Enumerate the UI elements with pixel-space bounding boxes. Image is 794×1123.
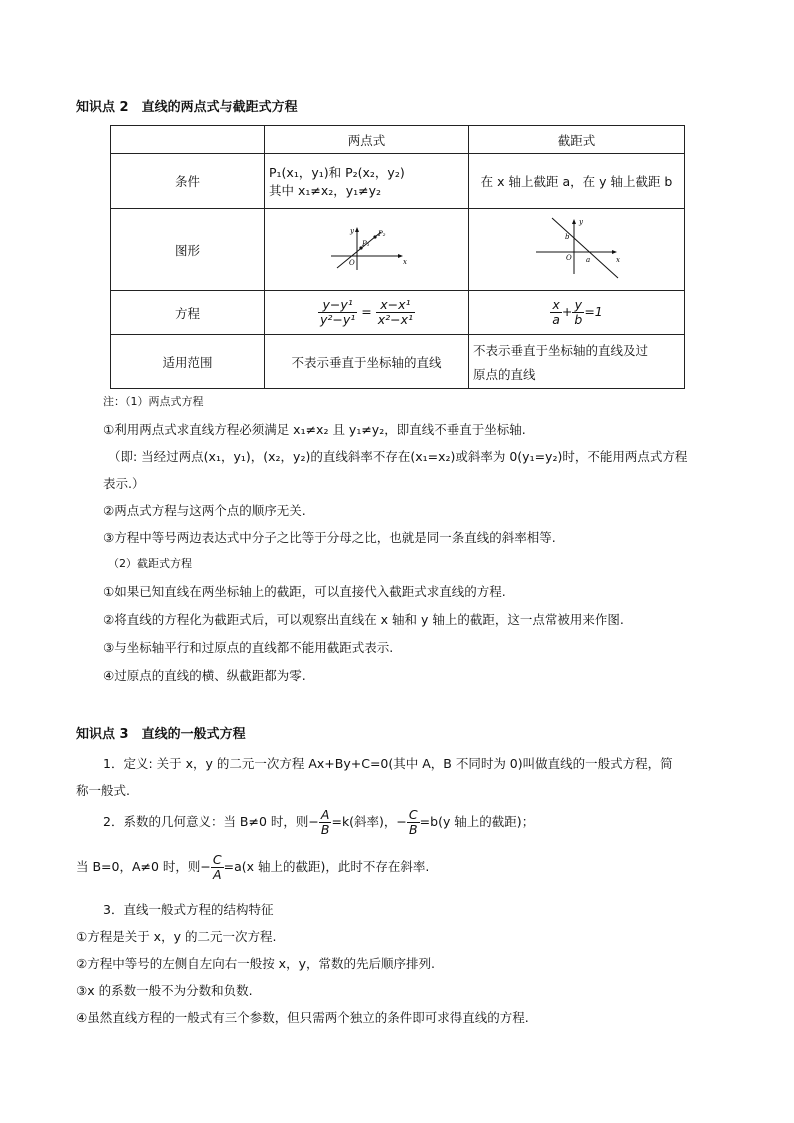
- condition-two-point-line1: P₁(x₁，y₁)和 P₂(x₂，y₂): [269, 165, 405, 180]
- note-1-heading: 注：（1）两点式方程: [103, 395, 204, 408]
- note-line: ④过原点的直线的横、纵截距都为零.: [103, 668, 306, 683]
- fraction-numerator: y: [572, 298, 584, 313]
- fraction-denominator: a: [552, 312, 560, 327]
- plus-sign: +: [561, 304, 573, 319]
- note-line: 表示.）: [103, 476, 145, 491]
- note-line: ②将直线的方程化为截距式后，可以观察出直线在 x 轴和 y 轴上的截距，这一点常被用来作图.: [103, 612, 624, 627]
- structure-item: ②方程中等号的左侧自左向右一般按 x，y，常数的先后顺序排列.: [76, 956, 435, 971]
- note-line: ③与坐标轴平行和过原点的直线都不能用截距式表示.: [103, 640, 394, 655]
- axis-label-x: x: [402, 258, 407, 266]
- cell-equation-two-point: [265, 291, 469, 335]
- note-2-heading: （2）截距式方程: [108, 557, 192, 570]
- p1-label: P₁: [361, 240, 370, 248]
- table-row: [111, 291, 685, 335]
- header-intercept: 截距式: [469, 126, 685, 154]
- y-axis-arrow-icon: [355, 227, 359, 232]
- fraction-denominator: b: [574, 312, 583, 327]
- fraction-denominator: x²−x¹: [377, 312, 414, 327]
- comparison-table: [110, 125, 685, 389]
- p2-label: P₂: [377, 230, 386, 238]
- fraction-denominator: y²−y¹: [319, 312, 356, 327]
- fraction-numerator: y−y¹: [318, 298, 357, 313]
- y-axis-arrow-icon: [572, 219, 576, 224]
- geometric-meaning-line2: [76, 853, 429, 882]
- row-label-scope: 适用范围: [111, 335, 265, 389]
- cell-figure-intercept: [469, 209, 685, 291]
- table-header-row: [111, 126, 685, 154]
- header-two-point: 两点式: [265, 126, 469, 154]
- fraction-denominator: A: [212, 867, 222, 882]
- fraction-denominator: B: [409, 822, 418, 837]
- cell-condition-intercept: 在 x 轴上截距 a，在 y 轴上截距 b: [469, 154, 685, 209]
- geom2-text-post: =a(x 轴上的截距)，此时不存在斜率.: [223, 859, 430, 874]
- section-heading-3: 知识点 3 直线的一般式方程: [76, 727, 246, 742]
- fraction-numerator: C: [212, 852, 222, 867]
- note-line: ③方程中等号两边表达式中分子之比等于分母之比，也就是同一条直线的斜率相等.: [103, 530, 556, 545]
- geom-text-post: =b(y 轴上的截距)；: [419, 814, 535, 829]
- axis-label-x: x: [615, 256, 620, 264]
- cell-figure-two-point: [265, 209, 469, 291]
- geometric-meaning-line1: [103, 808, 534, 837]
- table-row: [111, 335, 685, 389]
- point-p2: [373, 235, 376, 238]
- row-label-equation: 方程: [111, 291, 265, 335]
- intercept-graph: [532, 216, 622, 280]
- structure-item: ①方程是关于 x，y 的二元一次方程.: [76, 929, 277, 944]
- table-row: [111, 209, 685, 291]
- two-point-fraction-left: [318, 298, 357, 327]
- row-label-condition: 条件: [111, 154, 265, 209]
- fraction-numerator: C: [408, 807, 418, 822]
- geom-text-mid: =k(斜率)，−: [331, 814, 407, 829]
- note-line: ①利用两点式求直线方程必须满足 x₁≠x₂ 且 y₁≠y₂，即直线不垂直于坐标轴.: [103, 422, 526, 437]
- definition-line1: 1．定义: 关于 x，y 的二元一次方程 Ax+By+C=0(其中 A，B 不同时为 0)叫做直线的一般式方程，简: [103, 756, 673, 771]
- geom2-fraction-c-a: [211, 853, 224, 882]
- axis-label-y: y: [349, 227, 354, 235]
- intercept-a-label: a: [585, 256, 590, 264]
- condition-two-point-line2: 其中 x₁≠x₂，y₁≠y₂: [269, 183, 382, 198]
- table-corner-cell: [111, 126, 265, 154]
- definition-line2: 称一般式.: [76, 783, 130, 798]
- origin-label: O: [348, 259, 355, 267]
- fraction-numerator: A: [319, 808, 332, 823]
- cell-condition-two-point: [265, 154, 469, 209]
- cell-equation-intercept: [469, 291, 685, 335]
- table-row: [111, 154, 685, 209]
- two-point-fraction-right: [376, 298, 415, 327]
- axis-label-y: y: [578, 218, 583, 226]
- x-axis-arrow-icon: [612, 250, 617, 254]
- geom-text-pre: 2．系数的几何意义：当 B≠0 时，则−: [103, 814, 319, 829]
- equals-sign: =: [361, 304, 372, 319]
- cell-scope-two-point: 不表示垂直于坐标轴的直线: [265, 335, 469, 389]
- structure-item: ④虽然直线方程的一般式有三个参数，但只需两个独立的条件即可求得直线的方程.: [76, 1010, 529, 1025]
- fraction-denominator: B: [320, 822, 330, 837]
- graph-line: [552, 218, 618, 278]
- intercept-fraction-x: [550, 298, 562, 327]
- geom-fraction-a-b: [319, 808, 332, 837]
- note-line: ①如果已知直线在两坐标轴上的截距，可以直接代入截距式求直线的方程.: [103, 584, 506, 599]
- intercept-fraction-y: [572, 298, 584, 327]
- two-point-graph: [327, 224, 407, 272]
- cell-scope-intercept: [469, 335, 685, 389]
- note-line: （即: 当经过两点(x₁，y₁)，(x₂，y₂)的直线斜率不存在(x₁=x₂)或斜率为 0(y₁=y₂)时，不能用两点式方程: [108, 449, 688, 464]
- intercept-b-label: b: [564, 233, 569, 241]
- geom-fraction-c-b: [407, 808, 420, 837]
- section-heading-2: 知识点 2 直线的两点式与截距式方程: [76, 100, 298, 115]
- fraction-numerator: x: [550, 298, 562, 313]
- scope-intercept-line1: 不表示垂直于坐标轴的直线及过: [473, 342, 649, 358]
- origin-label: O: [565, 254, 572, 262]
- geom2-text-pre: 当 B=0，A≠0 时，则−: [76, 859, 211, 874]
- scope-intercept-line2: 原点的直线: [473, 366, 536, 382]
- equals-one: =1: [584, 304, 603, 319]
- fraction-numerator: x−x¹: [376, 298, 415, 313]
- structure-heading: 3．直线一般式方程的结构特征: [103, 902, 274, 917]
- note-line: ②两点式方程与这两个点的顺序无关.: [103, 503, 306, 518]
- structure-item: ③x 的系数一般不为分数和负数.: [76, 983, 253, 998]
- row-label-figure: 图形: [111, 209, 265, 291]
